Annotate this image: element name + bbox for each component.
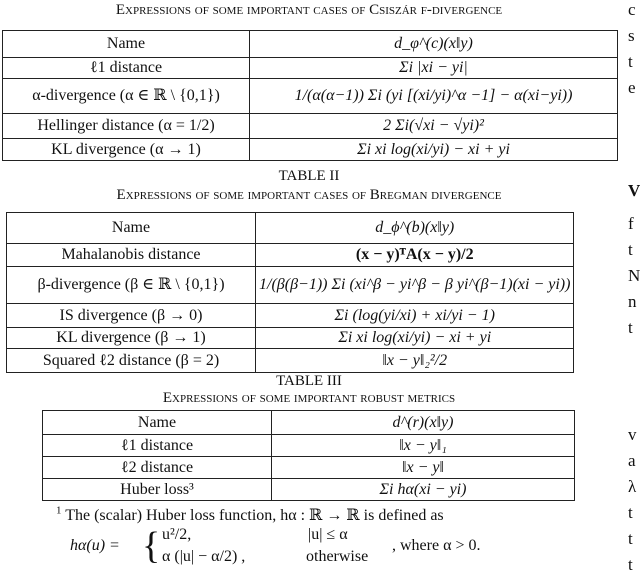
table3-row-formula: ‖x − y‖ [272, 457, 575, 479]
right-column-fragment: t [628, 529, 633, 548]
right-column-fragment: e [628, 78, 636, 97]
right-column-fragment: t [628, 240, 633, 259]
table2-row-name: β-divergence (β ∈ ℝ \ {0,1}) [7, 267, 256, 304]
table2-row-formula: 1/(β(β−1)) Σi (xi^β − yi^β − β yi^(β−1)(xi − yi)) [256, 267, 574, 304]
table2-row-formula: Σi xi log(xi/yi) − xi + yi [256, 328, 574, 349]
footnote-line1: $^1$ The (scalar) Huber loss function, hα : ℝ → ℝ is defined as [56, 504, 444, 524]
table3-row-formula: ‖x − y‖₁ [272, 435, 575, 457]
footnote-cond1: |u| ≤ α [308, 526, 348, 543]
table3-label: TABLE III [276, 373, 342, 389]
right-column-fragment: n [628, 292, 637, 311]
table2-header-formula: d_ϕ^(b)(x‖y) [256, 213, 574, 244]
table3-row-name: ℓ1 distance [43, 435, 272, 457]
footnote-lhs: hα(u) = [70, 537, 120, 554]
table2-row-name: IS divergence (β → 0) [7, 304, 256, 328]
table1-row-name: ℓ1 distance [3, 58, 250, 79]
table1-header-name: Name [3, 31, 250, 58]
footnote-case2: α (|u| − α/2) , [162, 548, 246, 565]
table1-caption: Expressions of some important cases of Csiszár f-divergence [115, 2, 503, 18]
right-column-fragment: t [628, 52, 633, 71]
table2-row-formula: (x − y)ᵀA(x − y)/2 [256, 244, 574, 267]
table1-row-name: KL divergence (α → 1) [3, 139, 250, 161]
table1 [2, 30, 618, 161]
footnote-case1: u²/2, [162, 526, 192, 543]
table3-row-name: Huber loss³ [43, 479, 272, 501]
table2-row-formula: ‖x − y‖₂²/2 [256, 349, 574, 373]
table2-row-name: Squared ℓ2 distance (β = 2) [7, 349, 256, 373]
right-column-fragment: t [628, 503, 633, 522]
right-column-fragment: v [628, 425, 637, 444]
table2-row-name: KL divergence (β → 1) [7, 328, 256, 349]
right-column-fragment: t [628, 555, 633, 574]
table3-caption: Expressions of some important robust metrics [162, 390, 456, 406]
table1-row-formula: 1/(α(α−1)) Σi (yi [(xi/yi)^α −1] − α(xi−yi)) [250, 79, 618, 114]
table3-row-formula: Σi hα(xi − yi) [272, 479, 575, 501]
footnote-cond2: otherwise [306, 548, 369, 565]
table2-label: TABLE II [278, 168, 340, 184]
table1-header-formula: d_φ^(c)(x‖y) [250, 31, 618, 58]
right-column-fragment: N [628, 266, 640, 285]
right-column-fragment: λ [628, 477, 637, 496]
table2 [6, 212, 574, 373]
table1-row-formula: Σi xi log(xi/yi) − xi + yi [250, 139, 618, 161]
table1-row-formula: Σi |xi − yi| [250, 58, 618, 79]
table3-header-formula: d^(r)(x‖y) [272, 411, 575, 435]
brace-icon: { [142, 525, 161, 567]
footnote-tail: , where α > 0. [392, 537, 481, 554]
right-column-fragment: f [628, 214, 634, 233]
table3-header-name: Name [43, 411, 272, 435]
table1-row-name: Hellinger distance (α = 1/2) [3, 114, 250, 139]
table2-row-name: Mahalanobis distance [7, 244, 256, 267]
table2-caption: Expressions of some important cases of Bregman divergence [116, 187, 502, 203]
right-column-fragment: c [628, 0, 636, 19]
table3-row-name: ℓ2 distance [43, 457, 272, 479]
table2-row-formula: Σi (log(yi/xi) + xi/yi − 1) [256, 304, 574, 328]
table1-row-name: α-divergence (α ∈ ℝ \ {0,1}) [3, 79, 250, 114]
right-column-fragment: V [628, 181, 640, 200]
right-column-fragment: a [628, 451, 636, 470]
table1-row-formula: 2 Σi(√xi − √yi)² [250, 114, 618, 139]
table3 [42, 410, 575, 501]
right-column-fragment: t [628, 318, 633, 337]
table2-header-name: Name [7, 213, 256, 244]
right-column-fragment: s [628, 26, 635, 45]
